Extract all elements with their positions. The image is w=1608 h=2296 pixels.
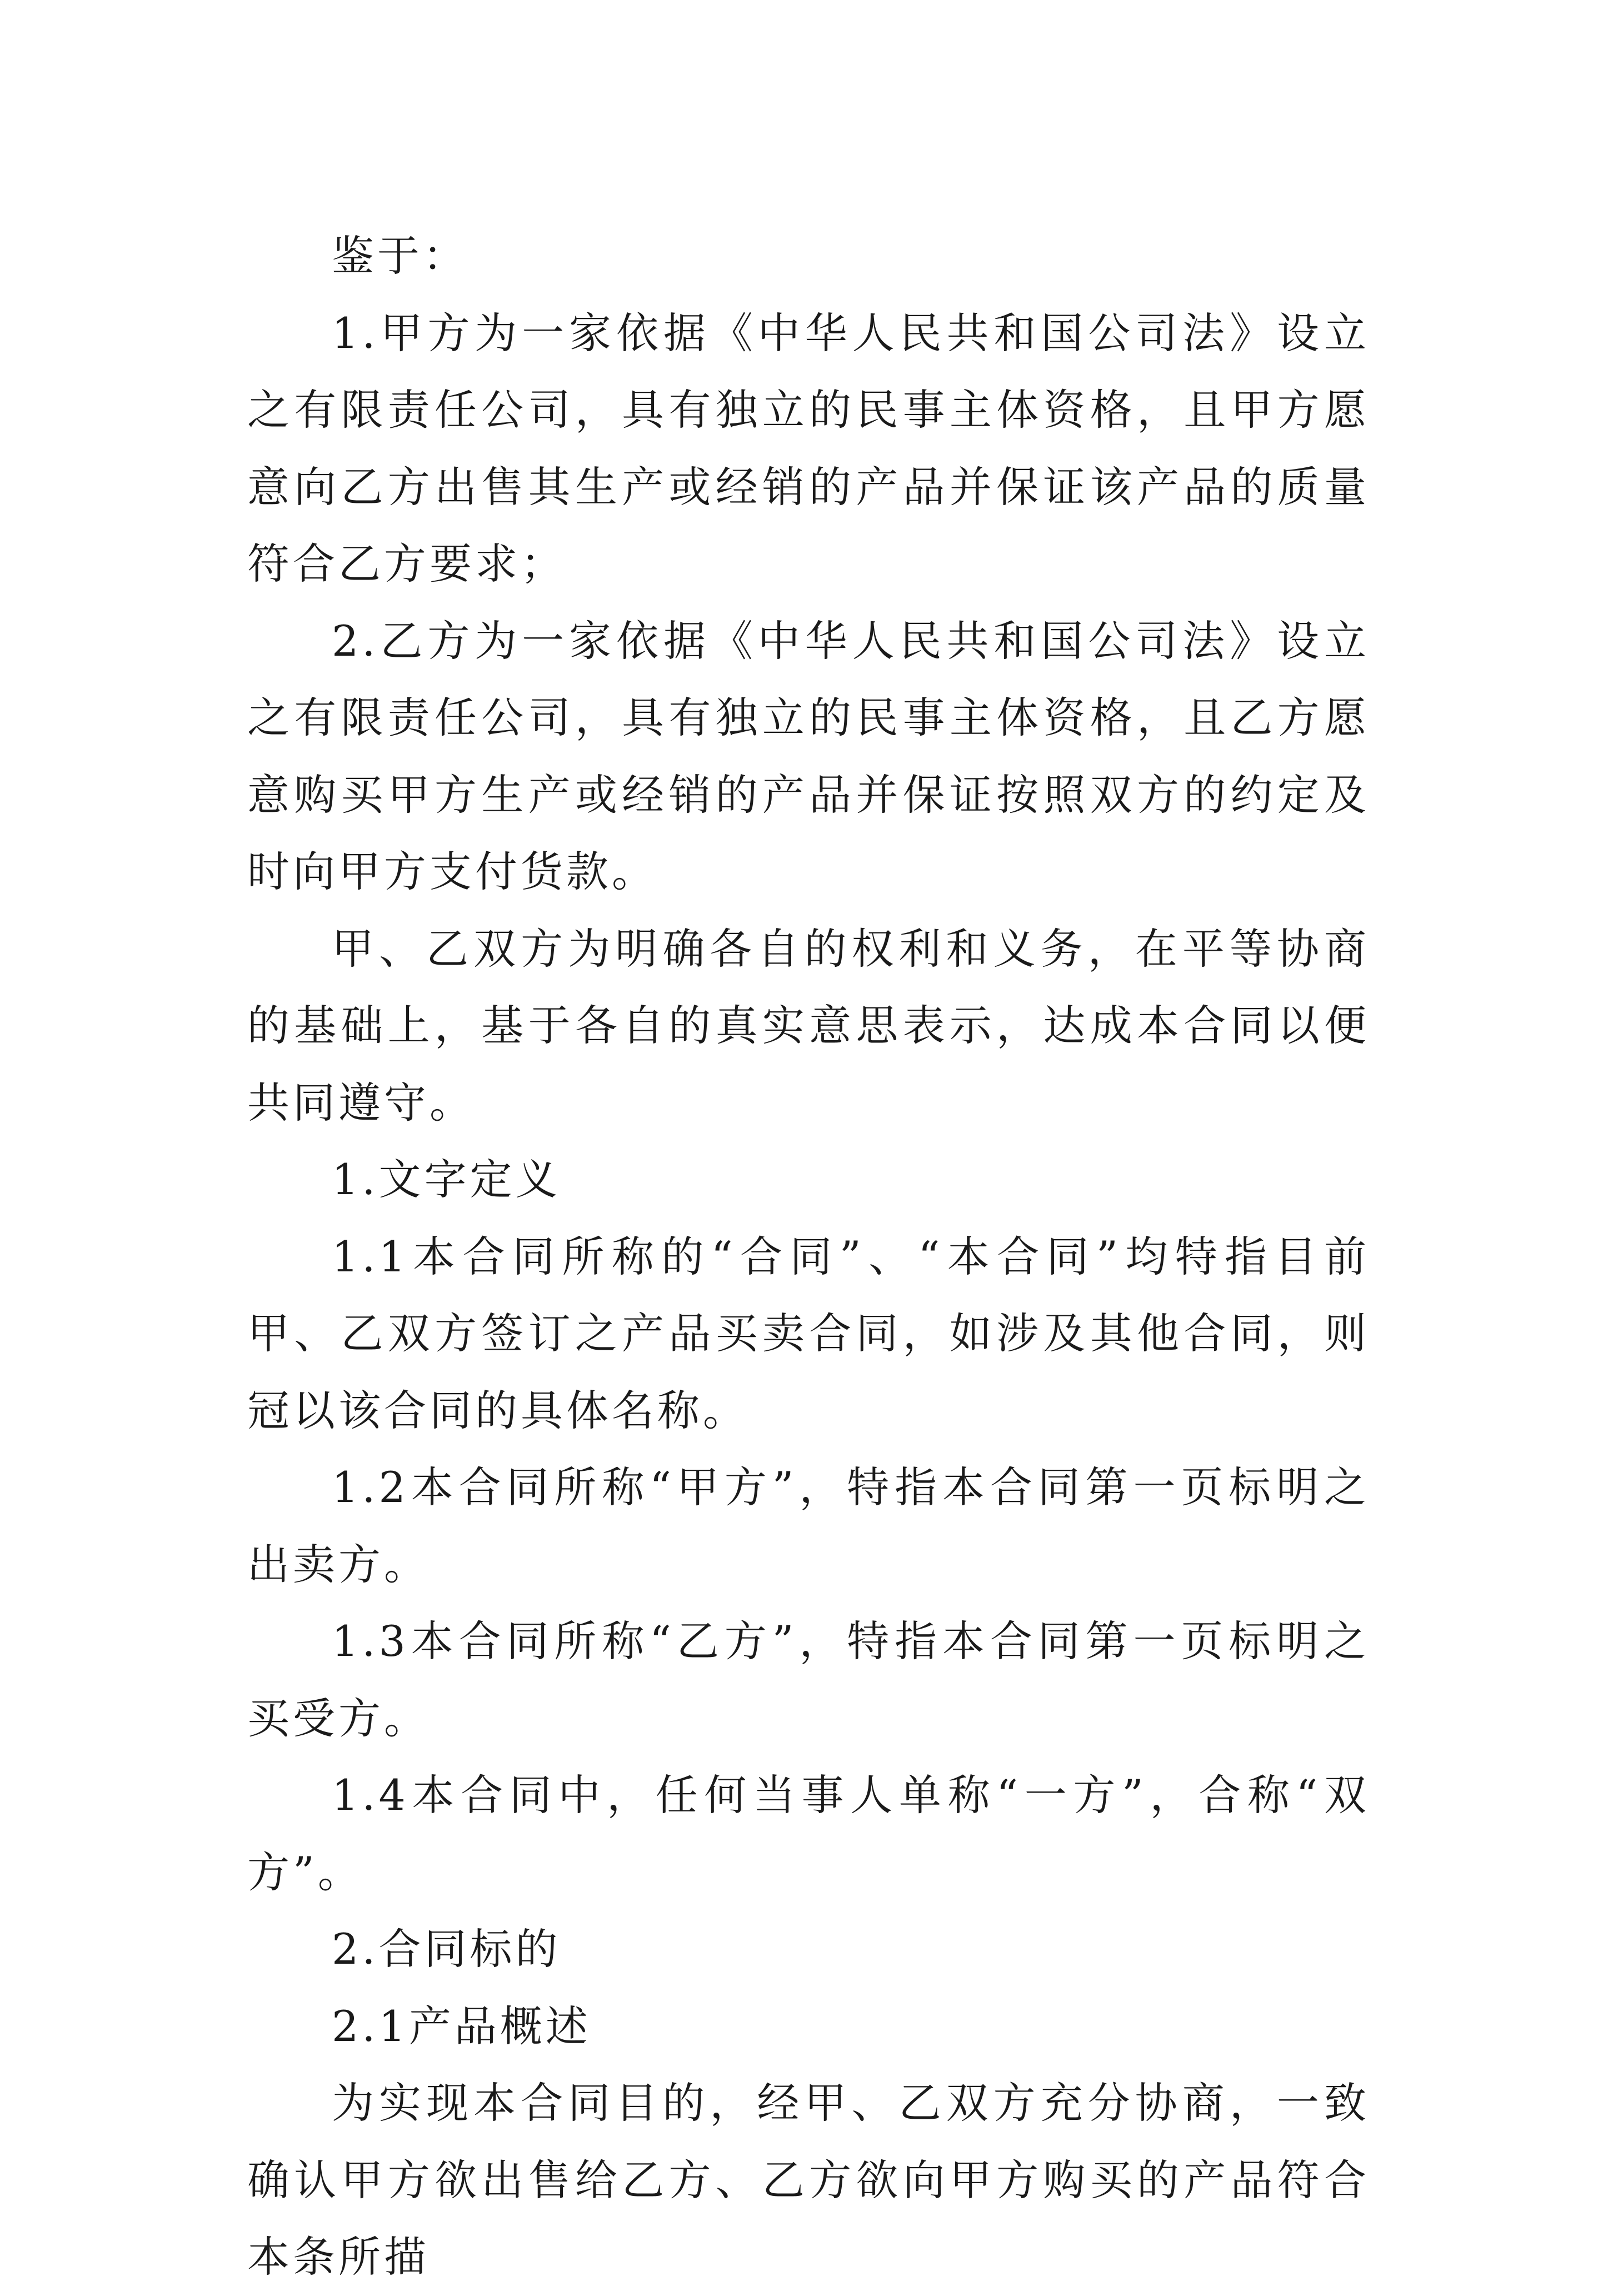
- paragraph-party-a-recital: 1.甲方为一家依据《中华人民共和国公司法》设立之有限责任公司，具有独立的民事主体资格，且甲方愿意向乙方出售其生产或经销的产品并保证该产品的质量符合乙方要求；: [247, 308, 1370, 588]
- clause-1-2: 1.2本合同所称“甲方”，特指本合同第一页标明之出卖方。: [247, 1463, 1370, 1589]
- paragraph-party-b-recital: 2.乙方为一家依据《中华人民共和国公司法》设立之有限责任公司，具有独立的民事主体资格，且乙方愿意购买甲方生产或经销的产品并保证按照双方的约定及时向甲方支付货款。: [247, 616, 1370, 896]
- clause-1-3: 1.3本合同所称“乙方”，特指本合同第一页标明之买受方。: [247, 1616, 1370, 1743]
- paragraph-whereas: 鉴于：: [332, 231, 468, 281]
- clause-1-1: 1.1本合同所称的“合同”、“本合同”均特指目前甲、乙双方签订之产品买卖合同，如涉及其他合同，则冠以该合同的具体名称。: [247, 1231, 1370, 1435]
- clause-1-4: 1.4本合同中，任何当事人单称“一方”，合称“双方”。: [247, 1770, 1370, 1897]
- contract-body: [247, 218, 1370, 2296]
- clause-2-1-text: 为实现本合同目的，经甲、乙双方充分协商，一致确认甲方欲出售给乙方、乙方欲向甲方购买的产品符合本条所描: [247, 2078, 1370, 2282]
- section-heading-definitions: 1.文字定义: [332, 1155, 561, 1204]
- section-heading-subject: 2.合同标的: [332, 1924, 561, 1974]
- clause-2-1-heading: 2.1产品概述: [332, 2001, 591, 2051]
- paragraph-agreement-purpose: 甲、乙双方为明确各自的权利和义务，在平等协商的基础上，基于各自的真实意思表示，达成本合同以便共同遵守。: [247, 924, 1370, 1127]
